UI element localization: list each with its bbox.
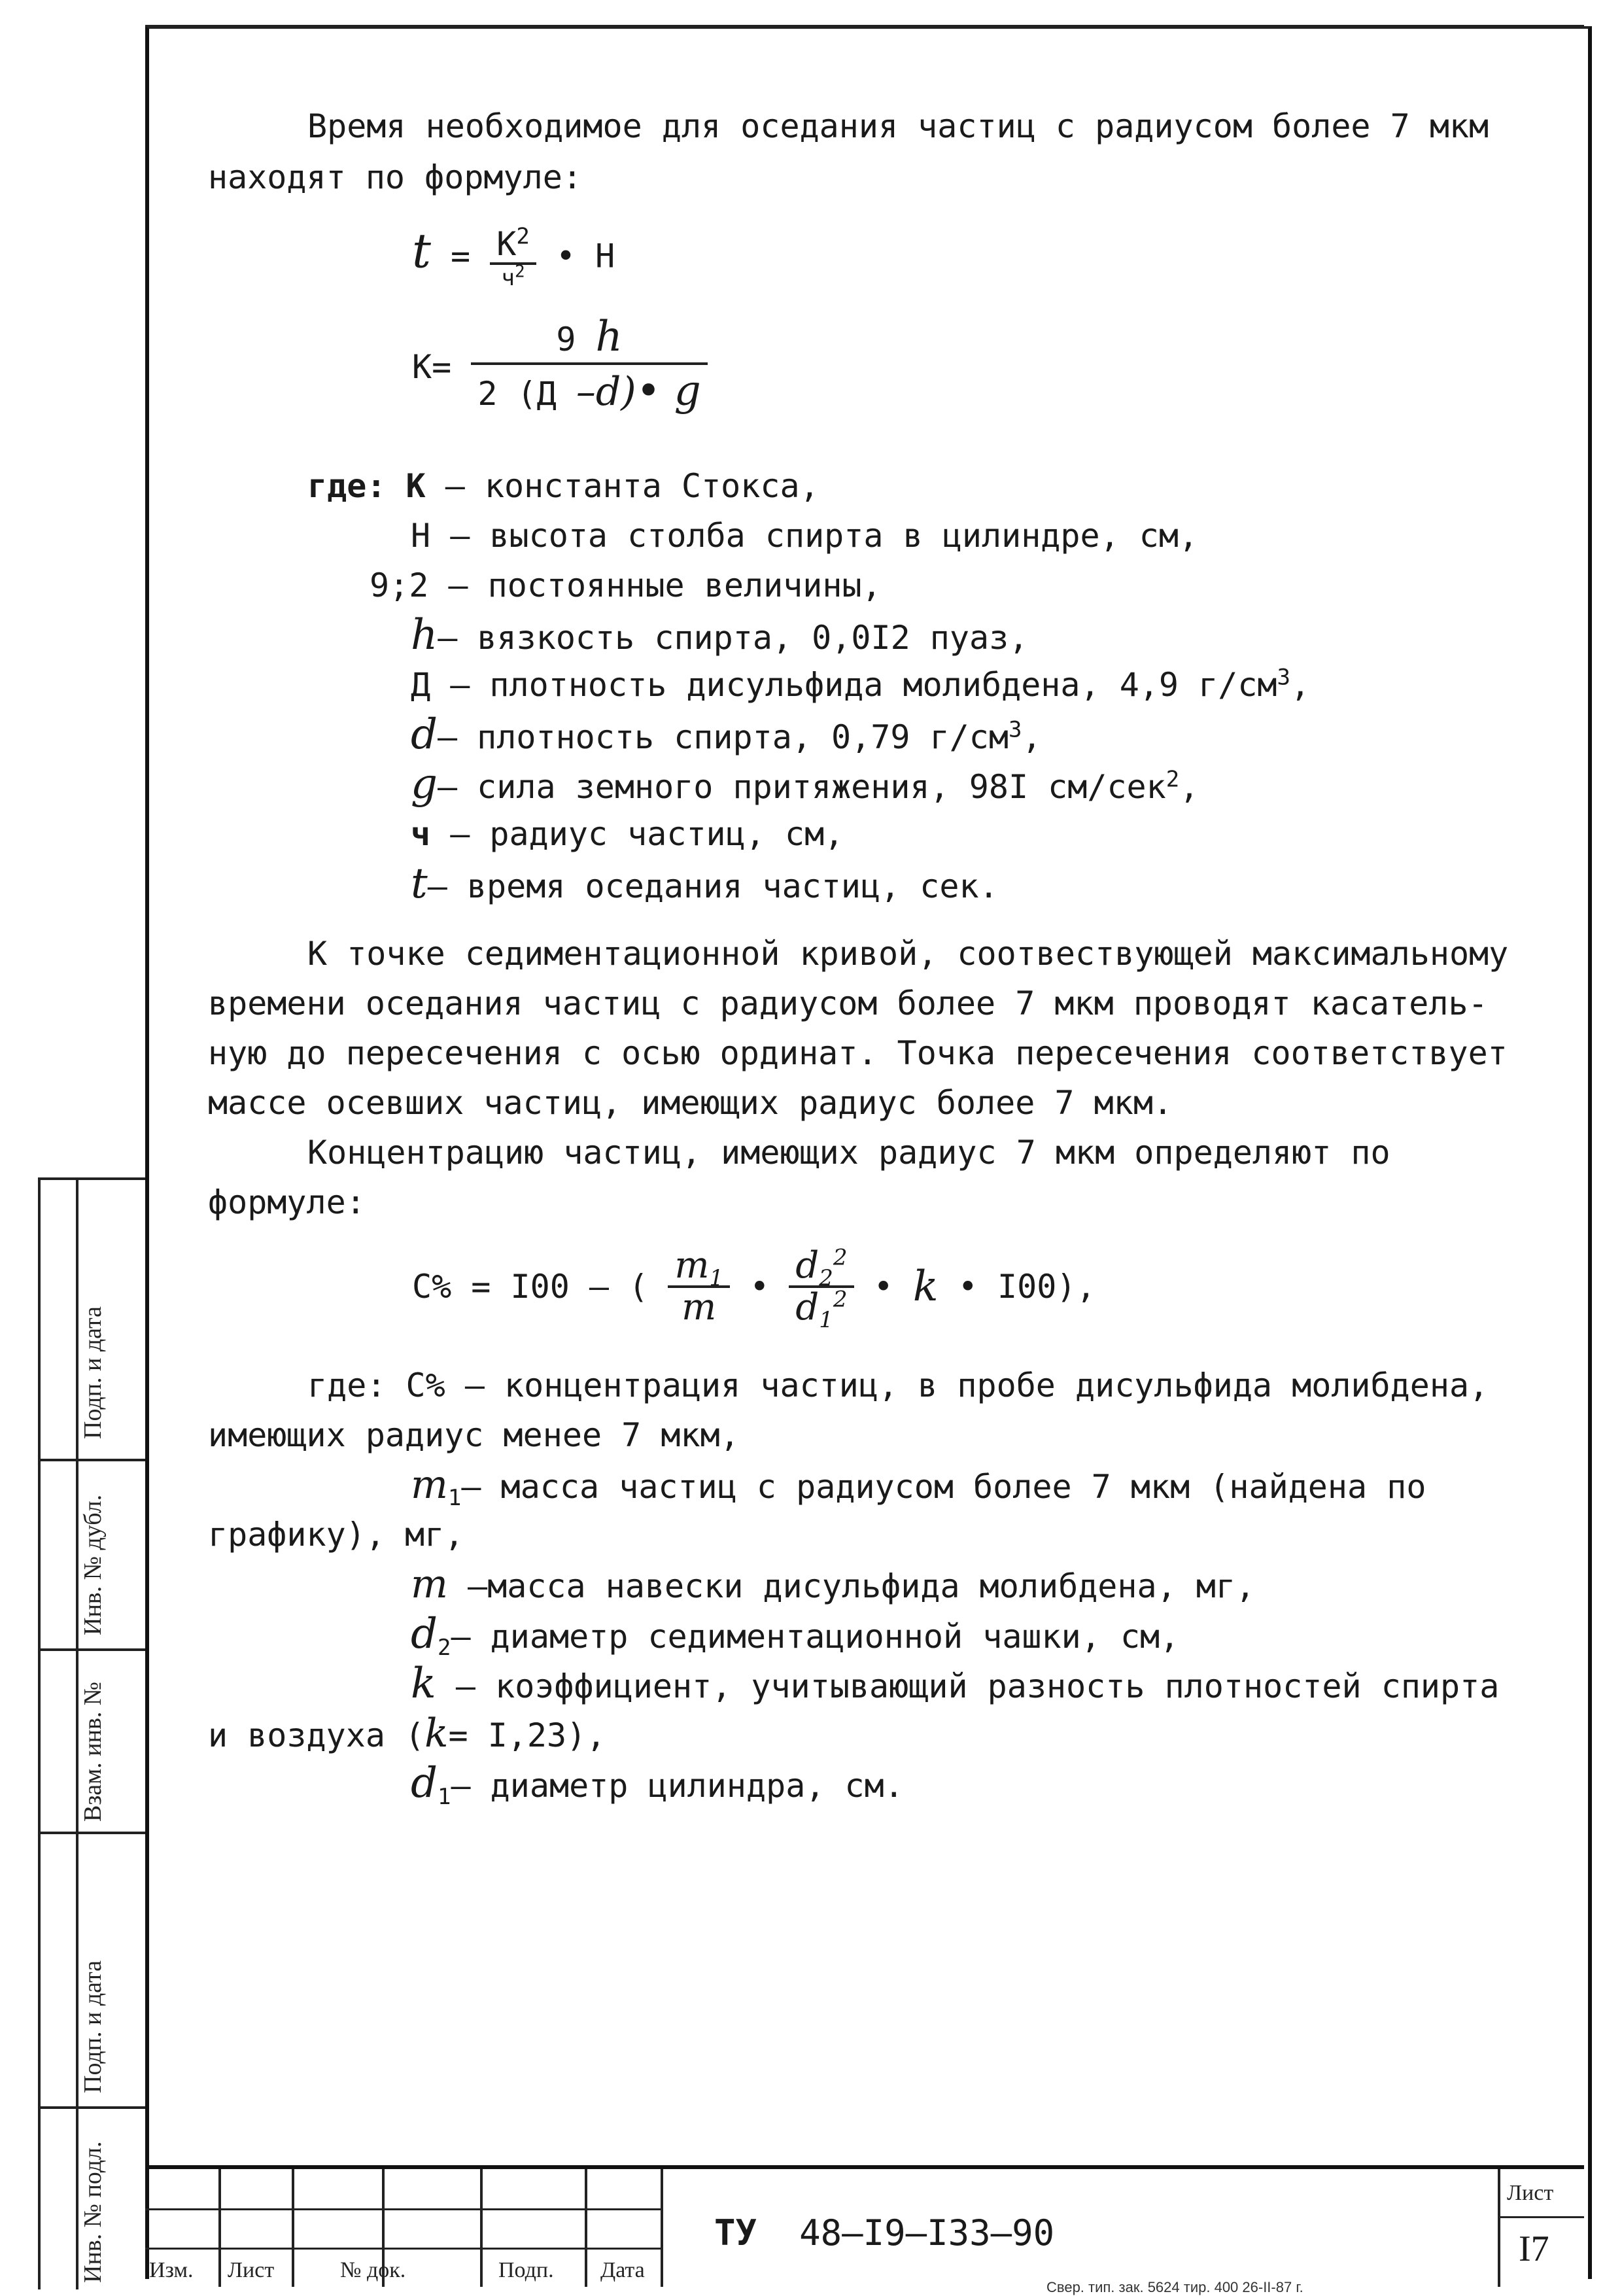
tb-hline: [1498, 2216, 1584, 2218]
where2-text: – диаметр цилиндра, см.: [451, 1767, 904, 1805]
formula-c-d2-sub: 2: [819, 1265, 833, 1292]
symbol-d2: d: [411, 1610, 438, 1658]
formula-k-lhs: К=: [412, 348, 452, 386]
tb-vline: [585, 2169, 587, 2287]
where1-text: – плотность дисульфида молибдена, 4,9 г/см: [450, 666, 1277, 704]
where2-line-7: [411, 1659, 1499, 1711]
symbol-k: k: [912, 1262, 939, 1311]
where1-sym: h: [411, 611, 438, 659]
tb-hline: [145, 2248, 661, 2250]
formula-c-m1: m: [674, 1244, 710, 1287]
symbol-d2-sub: 2: [437, 1635, 451, 1661]
doc-code-prefix: ТУ: [714, 2212, 757, 2253]
formula-t-num: К: [496, 225, 517, 263]
formula-k-fraction: [471, 314, 707, 420]
where2-text: и воздуха (: [208, 1716, 425, 1754]
formula-c-tail: • I00),: [958, 1268, 1096, 1306]
where1-item-6: [411, 759, 1199, 812]
formula-c-d2-exp: 2: [833, 1244, 848, 1271]
para3-line-1: формуле:: [208, 1183, 366, 1221]
formula-c-frac-m: [668, 1246, 730, 1327]
where1-text: – вязкость спирта, 0,0I2 пуаз,: [438, 619, 1029, 657]
where1-text: – радиус частиц, см,: [450, 815, 844, 853]
where1-tail: ,: [1290, 666, 1311, 704]
where1-item-0: [307, 461, 820, 511]
where1-sup: 3: [1008, 716, 1022, 743]
side-label-podp-data-1: Подп. и дата: [79, 1306, 107, 1439]
side-divider: [38, 1648, 145, 1651]
where1-text: – время оседания частиц, сек.: [427, 867, 999, 905]
where2-text: – масса частиц с радиусом более 7 мкм (найдена по: [461, 1468, 1426, 1506]
side-label-vzam-inv: Взам. инв. №: [79, 1681, 107, 1822]
symbol-d1: d: [411, 1759, 438, 1807]
side-divider: [38, 1177, 145, 1180]
where1-sym: t: [411, 860, 428, 908]
formula-c-lhs: С% = I00 – (: [412, 1268, 649, 1306]
tb-vline: [1498, 2169, 1500, 2287]
where1-sym: ч: [411, 815, 431, 853]
where1-tail: ,: [1179, 768, 1199, 806]
where1-item-1: [411, 511, 1198, 561]
where1-text: – постоянные величины,: [448, 566, 882, 604]
where2-line-3: [411, 1460, 1426, 1512]
where1-item-8: [411, 859, 999, 911]
formula-c-d1-sub: 1: [819, 1307, 833, 1334]
where2-line-8: [208, 1709, 606, 1760]
formula-t-eq: =: [451, 237, 471, 275]
para2-line-3: массе осевших частиц, имеющих радиус более 7 мкм.: [208, 1084, 1173, 1122]
where2-line-6: [411, 1609, 1179, 1661]
tb-label-izm: Изм.: [149, 2258, 194, 2282]
where1-item-5: [411, 710, 1042, 762]
where1-item-7: [411, 809, 844, 859]
where1-text: – константа Стокса,: [445, 467, 820, 505]
where2-line-2: имеющих радиус менее 7 мкм,: [208, 1416, 740, 1454]
where1-sym: Д: [411, 666, 431, 704]
formula-k-den-a: 2 (Д: [477, 375, 576, 413]
formula-t: [412, 223, 615, 291]
where1-sym: 9;2: [370, 566, 429, 604]
symbol-t: t: [412, 223, 431, 279]
sheet-number: I7: [1519, 2229, 1549, 2269]
side-outer-line: [38, 1177, 41, 2289]
formula-t-mult: • Н: [555, 237, 615, 275]
side-divider: [38, 2106, 145, 2109]
formula-c-dot2: •: [873, 1268, 893, 1306]
where2-text: = I,23),: [448, 1716, 606, 1754]
side-divider: [38, 1459, 145, 1461]
para2-line-2: ную до пересечения с осью ординат. Точка пересечения соответствует: [208, 1034, 1508, 1072]
symbol-k: k: [424, 1711, 449, 1756]
where1-sym: где: К: [307, 467, 426, 505]
side-label-inv-dubl: Инв. № дубл.: [79, 1494, 107, 1635]
tb-label-podp: Подп.: [498, 2258, 554, 2282]
symbol-m1-sub: 1: [447, 1485, 462, 1511]
where1-sym: g: [411, 760, 438, 809]
where2-line-5: [411, 1559, 1255, 1611]
where1-sup: 3: [1277, 664, 1291, 691]
symbol-g: • g: [636, 367, 701, 415]
tb-label-data: Дата: [600, 2258, 645, 2282]
formula-t-num-exp: 2: [516, 223, 530, 250]
formula-c-m: m: [682, 1286, 717, 1329]
formula-c: [412, 1244, 1096, 1334]
tb-vline: [292, 2169, 294, 2287]
intro-line-2: находят по формуле:: [208, 158, 582, 196]
tb-vline: [218, 2169, 221, 2287]
formula-c-frac-d: [789, 1244, 854, 1334]
where2-text: –масса навески дисульфида молибдена, мг,: [468, 1567, 1256, 1605]
tb-label-n-dok: № док.: [340, 2258, 406, 2282]
symbol-m1: m: [411, 1462, 448, 1508]
side-label-podp-data-2: Подп. и дата: [79, 1960, 107, 2093]
where1-sup: 2: [1165, 766, 1180, 793]
formula-c-d1: d: [795, 1286, 820, 1329]
para2-line-1: времени оседания частиц с радиусом более 7 мкм проводят касатель-: [208, 984, 1488, 1022]
tb-label-sheet: Лист: [1507, 2181, 1554, 2205]
title-block: [145, 2165, 1584, 2287]
formula-t-den-exp: 2: [514, 262, 525, 282]
where1-item-2: [370, 561, 882, 610]
tb-vline: [480, 2169, 483, 2287]
symbol-k: k: [411, 1660, 436, 1708]
symbol-d1-sub: 1: [437, 1784, 451, 1810]
formula-k-num-9: 9: [556, 321, 576, 358]
where1-text: – плотность спирта, 0,79 г/см: [437, 718, 1009, 756]
where1-tail: ,: [1022, 718, 1042, 756]
where2-line-1: где: С% – концентрация частиц, в пробе дисульфида молибдена,: [307, 1366, 1489, 1404]
where1-sym: d: [411, 710, 438, 759]
para2-line-0: К точке седиментационной кривой, соотвествующей максимальному: [307, 935, 1509, 973]
formula-c-dot1: •: [750, 1268, 770, 1306]
symbol-h: h: [595, 313, 623, 361]
where1-text: – высота столба спирта в цилиндре, см,: [450, 517, 1199, 555]
tb-hline: [145, 2208, 661, 2210]
where2-line-4: графику), мг,: [208, 1516, 464, 1554]
where2-text: – коэффициент, учитывающий разность плотностей спирта: [455, 1667, 1500, 1705]
tb-vline: [661, 2169, 663, 2287]
print-footer: Свер. тип. зак. 5624 тир. 400 26-II-87 г.: [1046, 2279, 1303, 2295]
where1-text: – сила земного притяжения, 98I см/сек: [437, 768, 1166, 806]
where1-item-4: [411, 660, 1310, 710]
para3-line-0: Концентрацию частиц, имеющих радиус 7 мкм определяют по: [307, 1134, 1390, 1172]
formula-k: [412, 314, 708, 420]
where2-line-9: [411, 1758, 904, 1811]
side-label-inv-podl: Инв. № подл.: [79, 2141, 107, 2283]
side-divider: [38, 1832, 145, 1834]
where1-item-3: [411, 610, 1028, 663]
where1-sym: Н: [411, 517, 431, 555]
doc-code-number: 48–I9–I33–90: [799, 2212, 1055, 2253]
formula-k-den-b: –d): [576, 369, 636, 415]
symbol-m: m: [411, 1561, 448, 1607]
side-stamp-strip: [38, 1177, 145, 2289]
tb-label-list: Лист: [228, 2258, 275, 2282]
formula-c-m1-sub: 1: [709, 1265, 724, 1292]
doc-code: [714, 2208, 1054, 2258]
where2-text: – диаметр седиментационной чашки, см,: [451, 1618, 1180, 1656]
intro-line-1: Время необходимое для оседания частиц с радиусом более 7 мкм: [307, 107, 1489, 145]
formula-t-fraction: [490, 223, 536, 291]
formula-c-d2: d: [795, 1244, 820, 1287]
formula-c-d1-exp: 2: [833, 1286, 848, 1313]
formula-t-den: ч: [501, 265, 515, 291]
